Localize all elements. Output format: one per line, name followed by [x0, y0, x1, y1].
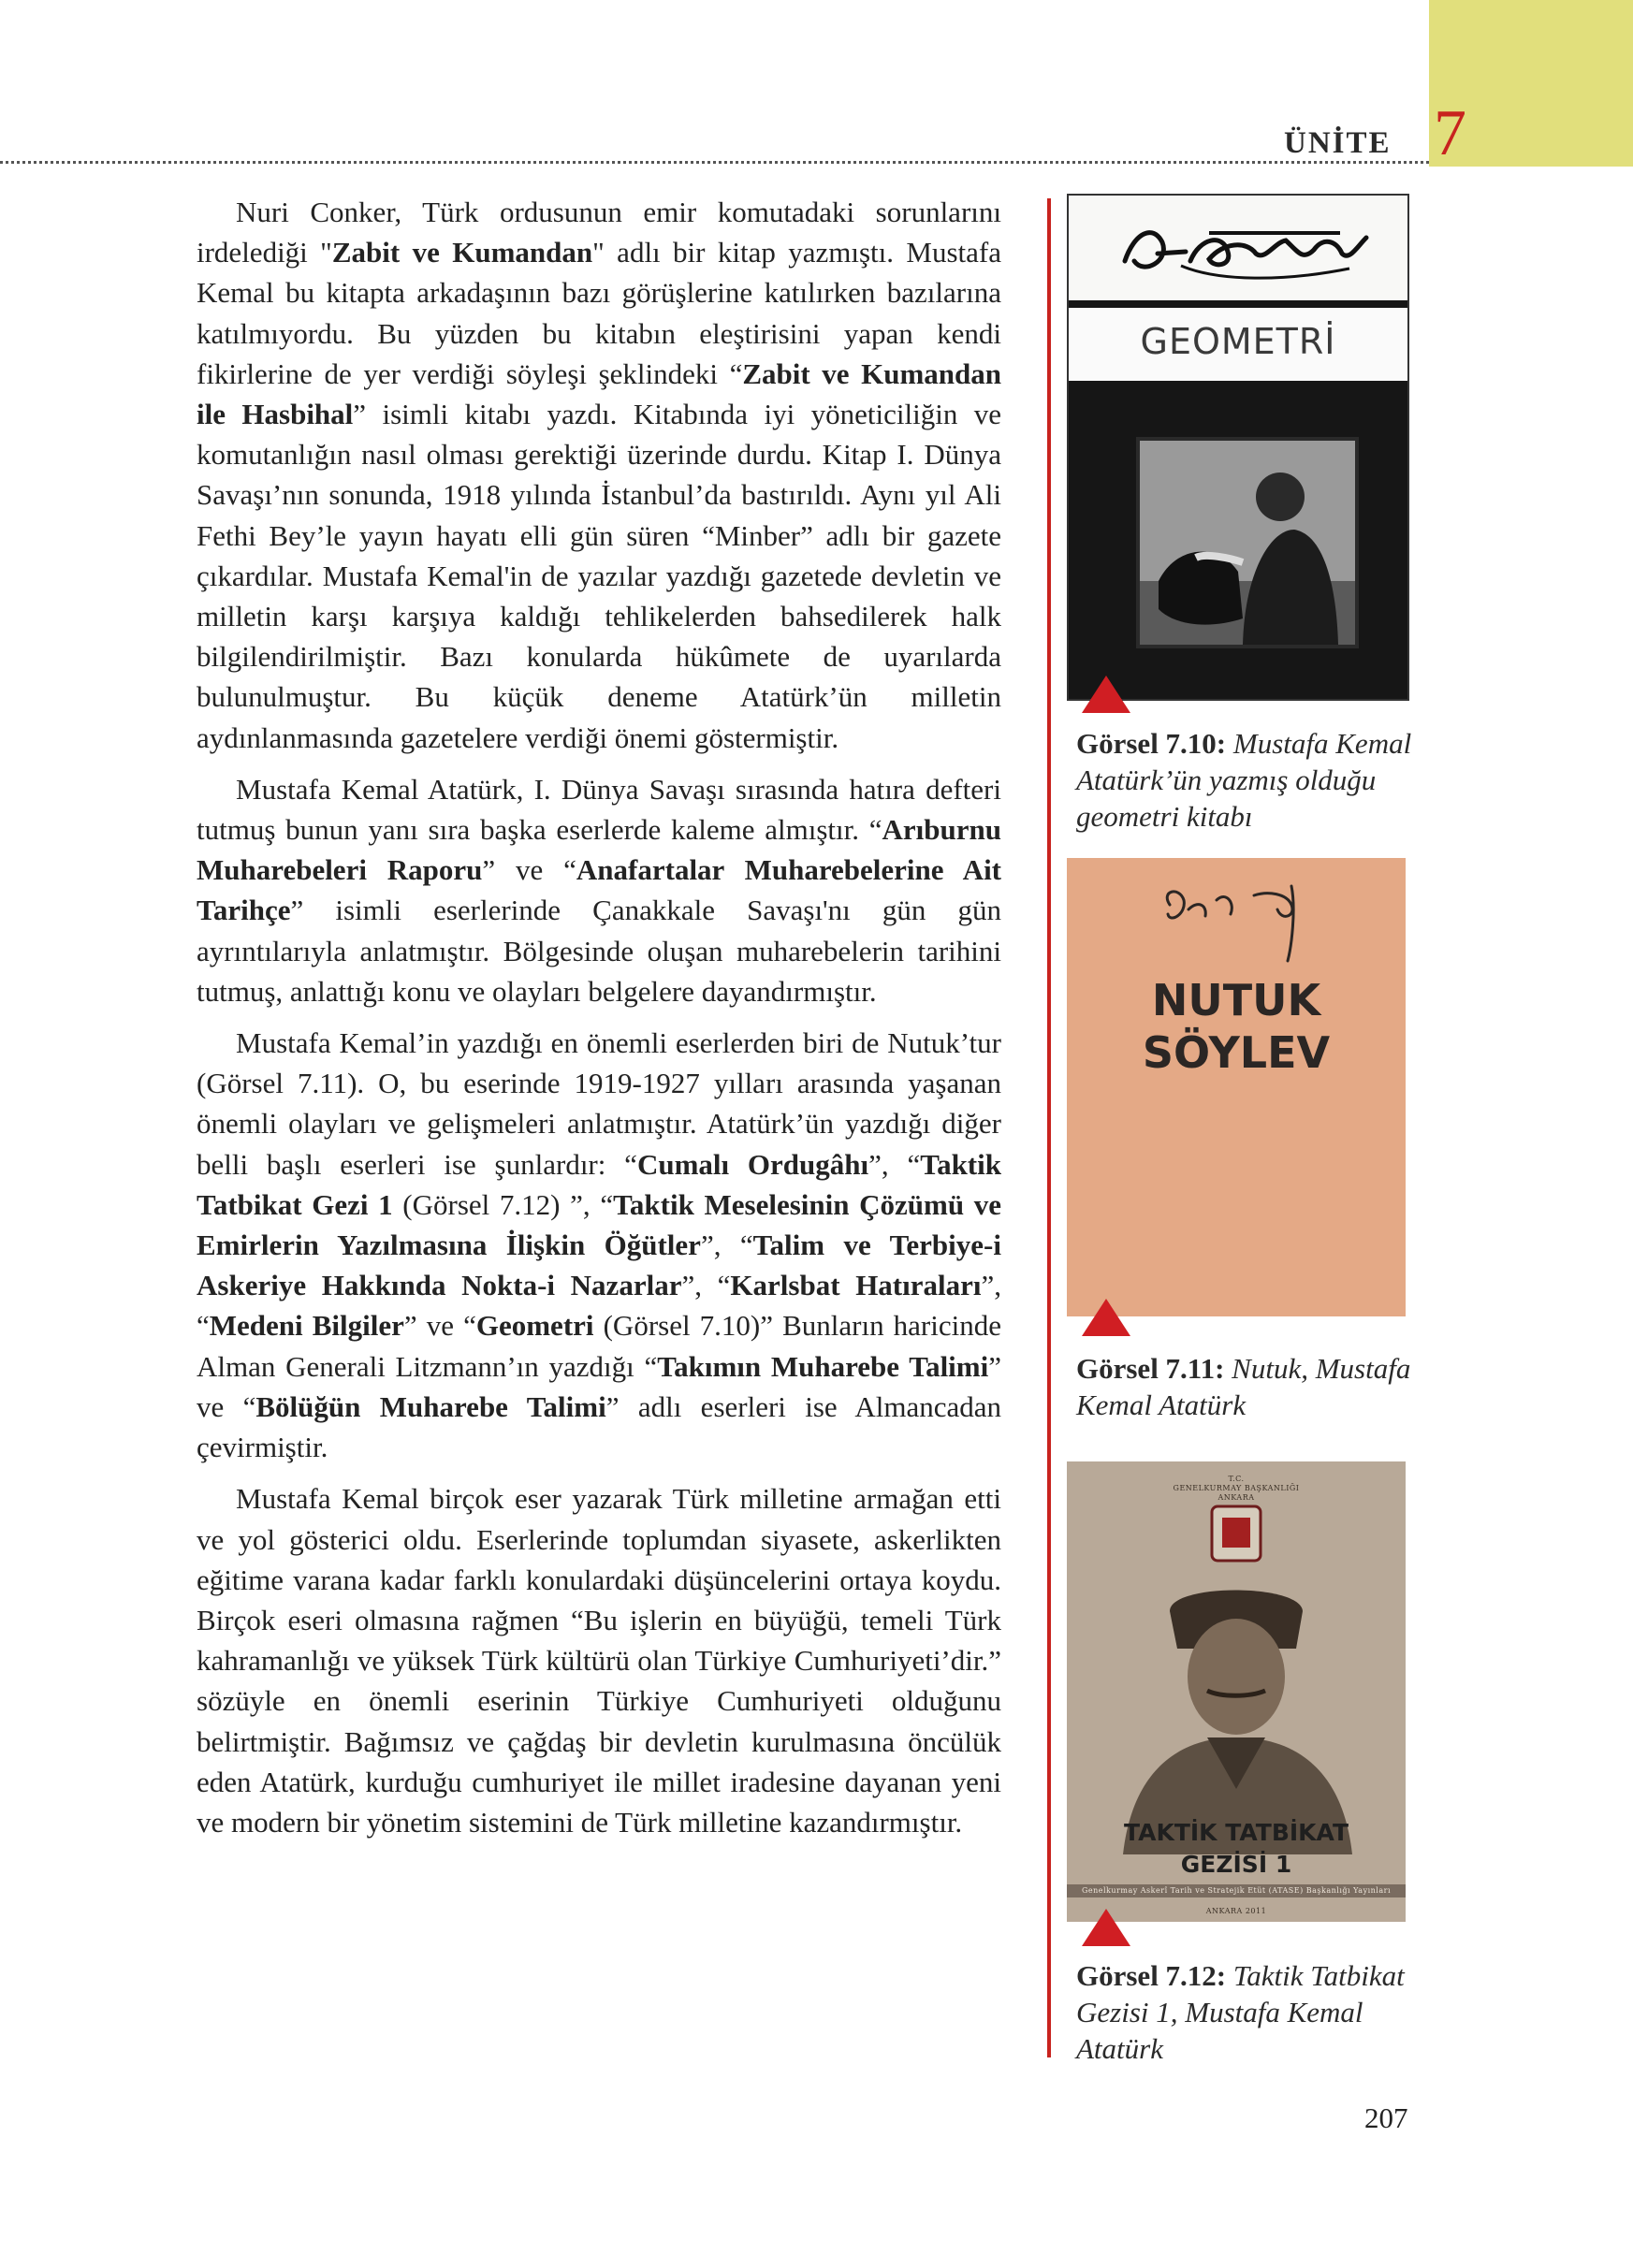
figure-nutuk: [1067, 858, 1407, 1316]
caption-label: Görsel 7.11:: [1076, 1352, 1225, 1385]
bold-term: Arıburnu Muharebeleri Raporu: [197, 813, 1001, 887]
bold-term: Cumalı Ordugâhı: [636, 1147, 869, 1181]
bold-term: Karlsbat Hatıraları: [730, 1269, 982, 1302]
figure-marker-icon: [1082, 1299, 1130, 1336]
portrait-photo-icon: [1067, 1499, 1406, 1854]
signature-band: [1069, 196, 1407, 300]
cover-publisher: Genelkurmay Askerî Tarih ve Stratejik Etüt (ATASE) Başkanlığı Yayınları: [1081, 1886, 1392, 1895]
bold-term: Geometri: [475, 1309, 594, 1343]
figure-geometri: [1067, 194, 1407, 701]
text-run: Mustafa Kemal birçok eser yazarak Türk milletine armağan etti ve yol gösterici oldu. Eserlerinde toplumdan siyasete, askerlikten eğitime varana kadar farklı konulardaki düşüncelerini ortaya koydu. Birçok eseri olmasına rağmen “Bu işlerin en büyüğü, temeli Türk kahramanlığı ve yüksek Türk kültürü olan Türkiye Cumhuriyeti’dir.” sözüyle en önemli eserinin Türkiye Cumhuriyeti olduğunu belirtmiştir. Bağımsız ve çağdaş bir devletin kurulmasına öncülük eden Atatürk, kurduğu cumhuriyet ile millet iradesine dayanan yeni ve modern bir yönetim sistemini de Türk milletine kazandırmıştır.: [197, 1482, 1001, 1839]
header-divider: [0, 161, 1429, 164]
unit-number: 7: [1434, 97, 1466, 169]
signature-icon: [1067, 858, 1406, 970]
atatürk-signature-icon: [1069, 196, 1407, 300]
taktik-title-line1: TAKTİK TATBİKAT: [1123, 1819, 1349, 1846]
bold-term: Anafartalar Muharebelerine Ait Tarihçe: [197, 853, 1002, 927]
taktik-title-line2: GEZİSİ 1: [1180, 1851, 1292, 1878]
paragraph-4: [197, 1478, 1001, 1842]
text-run: ”, “: [868, 1147, 921, 1181]
geometri-cover-photo: [1136, 437, 1359, 648]
paragraph-1: [197, 192, 1001, 758]
text-run: (Görsel 7.10)” Bunların haricinde Alman Generali Litzmann’ın yazdığı “: [197, 1309, 1001, 1383]
caption-text: Taktik Tatbikat Gezisi 1, Mustafa Kemal Atatürk: [1076, 1959, 1405, 2065]
caption-text: Mustafa Kemal Atatürk’ün yazmış olduğu geometri kitabı: [1076, 727, 1412, 833]
text-run: " adlı bir kitap yazmıştı. Mustafa Kemal bu kitapta arkadaşının bazı görüşlerine katılırken bazılarına katılmıyordu. Bu yüzden bu kitabın eleştirisini yapan kendi fikirlerine de yer verdiği söyleşi şeklindeki “: [197, 236, 1002, 390]
bold-term: Taktik Meselesinin Çözümü ve Emirlerin Yazılmasına İlişkin Öğütler: [197, 1187, 1001, 1262]
caption-figure-7-10: [1076, 725, 1432, 835]
cover-footer: ANKARA 2011: [1205, 1907, 1267, 1915]
nutuk-cover-title: [1067, 974, 1406, 1079]
text-run: ”, “: [700, 1228, 753, 1262]
paragraph-2: [197, 769, 1001, 1011]
figure-marker-icon: [1082, 676, 1130, 713]
nutuk-title-line1: NUTUK: [1151, 975, 1321, 1025]
text-run: ” adlı eserleri ise Almancadan çevirmiştir.: [197, 1389, 1001, 1464]
caption-figure-7-11: [1076, 1350, 1432, 1423]
caption-label: Görsel 7.12:: [1076, 1959, 1227, 1992]
geometri-book-cover: [1067, 194, 1409, 701]
caption-text: Nutuk, Mustafa Kemal Atatürk: [1076, 1352, 1411, 1421]
text-run: ” ve “: [482, 853, 576, 887]
bold-term: Bölüğün Muharebe Talimi: [255, 1389, 606, 1423]
text-run: Mustafa Kemal Atatürk, I. Dünya Savaşı sırasında hatıra defteri tutmuş bunun yanı sıra başka eserlerde kaleme almıştır. “: [197, 772, 1001, 847]
cover-header-city: ANKARA: [1217, 1493, 1255, 1502]
bold-term: Talim ve Terbiye-i Askeriye Hakkında Nokta-i Nazarlar: [197, 1228, 1001, 1302]
text-run: ” ve “: [403, 1309, 476, 1343]
bold-term: Zabit ve Kumandan ile Hasbihal: [197, 356, 1001, 431]
cover-header-tc: T.C.: [1228, 1475, 1245, 1483]
bold-term: Taktik Tatbikat Gezi 1: [197, 1147, 1001, 1221]
geometri-cover-title: GEOMETRİ: [1140, 321, 1336, 362]
paragraph-3: [197, 1023, 1001, 1467]
page-number: 207: [1364, 2101, 1408, 2134]
sidebar-divider: [1047, 198, 1051, 2057]
text-run: ”, “: [197, 1269, 1001, 1343]
text-run: Mustafa Kemal’in yazdığı en önemli eserlerden biri de Nutuk’tur (Görsel 7.11). O, bu eserinde 1919-1927 yılları arasında yaşanan önemli olayları ve gelişmeleri anlatmıştır. Atatürk’ün yazdığı diğer belli başlı eserleri ise şunlardır: “: [197, 1026, 1001, 1181]
text-run: (Görsel 7.12) ”, “: [392, 1187, 614, 1221]
text-run: ”, “: [681, 1269, 731, 1302]
taktik-book-cover: [1067, 1461, 1406, 1922]
figure-taktik-tatbikat: [1067, 1461, 1407, 1922]
main-text-column: [197, 192, 1001, 1854]
text-run: ” ve “: [197, 1349, 1001, 1423]
caption-label: Görsel 7.10:: [1076, 727, 1227, 760]
bold-term: Takımın Muharebe Talimi: [657, 1349, 989, 1383]
text-run: ” isimli kitabı yazdı. Kitabında iyi yöneticiliğin ve komutanlığın nasıl olması gerektiği üzerinde durdu. Kitap I. Dünya Savaşı’nın sonunda, 1918 yılında İstanbul’da bastırıldı. Aynı yıl Ali Fethi Bey’le yayın hayatı elli gün süren “Minber” adlı bir gazete çıkardılar. Mustafa Kemal'in de yazılar yazdığı gazetede devletin ve milletin karşı karşıya kaldığı tehlikelerden bahsedilerek halk bilgilendirilmiştir. Bazı konularda hükûmete de uyarılarda bulunulmuştur. Bu küçük deneme Atatürk’ün milletin aydınlanmasında gazetelere verdiği önemi göstermiştir.: [197, 398, 1001, 754]
unit-label: ÜNİTE: [1284, 126, 1392, 160]
nutuk-book-cover: [1067, 858, 1406, 1316]
cover-header-institution: GENELKURMAY BAŞKANLIĞI: [1173, 1484, 1300, 1492]
nutuk-title-line2: SÖYLEV: [1142, 1027, 1331, 1078]
bold-term: Zabit ve Kumandan: [331, 236, 593, 269]
bold-term: Medeni Bilgiler: [209, 1309, 404, 1343]
figure-marker-icon: [1082, 1909, 1130, 1946]
text-run: Nuri Conker, Türk ordusunun emir komutadaki sorunlarını irdelediği ": [197, 196, 1001, 269]
text-run: ” isimli eserlerinde Çanakkale Savaşı'nı gün gün ayrıntılarıyla anlatmıştır. Bölgesinde oluşan muharebelerin tarihini tutmuş, anlattığı konu ve olayları belgelere dayandırmıştır.: [197, 894, 1001, 1008]
caption-figure-7-12: [1076, 1957, 1432, 2067]
portrait-photo-icon: [1140, 441, 1355, 645]
taktik-cover-title: [1067, 1817, 1406, 1881]
